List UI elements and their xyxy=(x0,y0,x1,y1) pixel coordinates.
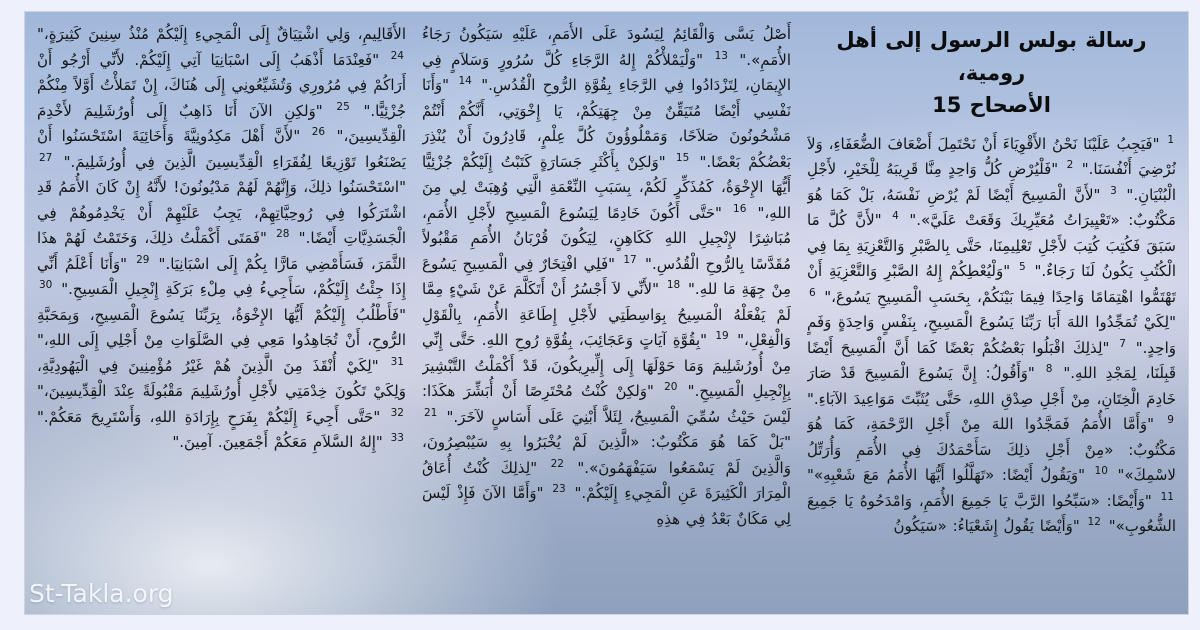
verse-number: 18 xyxy=(666,279,681,291)
verse-text: "وَأَمَّا الأُمَمُ فَمَجَّدُوا اللهَ مِنْ أَجْلِ الرَّحْمَةِ، كَمَا هُوَ مَكْتُوبٌ: «مِنْ أَجْلِ ذلِكَ سَأَحْمَدُكَ فِي الأُمَمِ وَأُرَتِّلُ لاسْمِكَ»" xyxy=(807,415,1176,485)
verse-text: "لأَنَّ أَهْلَ مَكِدُونِيَّةَ وَأَخَائِيَةَ اسْتَحْسَنُوا أَنْ يَصْنَعُوا تَوْزِيعًا لِفُقَرَاءِ الْقِدِّيسِينَ الَّذِينَ فِي أُورُشَلِيمَ." xyxy=(37,127,406,171)
verse-number: 1 xyxy=(1167,133,1174,146)
verse-text: "وَأَيْضًا يَقُولُ إِشَعْيَاءُ: «سَيَكُونُ xyxy=(893,517,1080,536)
verse-number: 17 xyxy=(623,253,637,266)
verse-text: "بِقُوَّةِ آيَاتٍ وَعَجَائِبَ، بِقُوَّةِ رُوحِ اللهِ. حَتَّى إِنِّي مِنْ أُورُشَلِيمَ وَمَا حَوْلَهَا إِلَى إِلِّيرِيكُونَ، قَدْ أَكْمَلْتُ التَّبْشِيرَ بِإِنْجِيلِ الْمَسِيحِ." xyxy=(422,331,791,400)
passage-title xyxy=(807,24,1176,122)
verse-text: "وَلكِنِ الآنَ أَنَا ذَاهِبٌ إِلَى أُورُشَلِيمَ لأَخْدِمَ الْقِدِّيسِينَ،" xyxy=(37,101,406,145)
verse-text: "إِلهُ السَّلاَمِ مَعَكُمْ أَجْمَعِينَ. آمِينَ." xyxy=(172,433,383,451)
verse-text: "فَمَتَى أَكْمَلْتُ ذلِكَ، وَخَتَمْتُ لَهُمْ هذَا الثَّمَرَ، فَسَأَمْضِي مَارًّا بِكُمْ إِلَى اسْبَانِيَا." xyxy=(37,229,406,273)
verse-number: 10 xyxy=(1094,465,1108,478)
verse-number: 13 xyxy=(714,49,728,62)
verse-text: "حَتَّى أَكُونَ خَادِمًا لِيَسُوعَ الْمَسِيحِ لأَجْلِ الأُمَمِ، مُبَاشِرًا لإِنْجِيلِ اللهِ كَكَاهِنٍ، لِيَكُونَ قُرْبَانُ الأُمَمِ مَقْبُولاً مُقَدَّسًا بِالرُّوحِ الْقُدُسِ." xyxy=(422,203,791,273)
verse-number: 7 xyxy=(1119,337,1126,350)
verse-text: "وَأَنَا نَفْسِي أَيْضًا مُتَيَقِّنٌ مِنْ جِهَتِكُمْ، يَا إِخْوَتِي، أَنَّكُمْ أَنْتُمْ مَشْحُونُونَ صَلاَحًا، وَمَمْلُوؤُونَ كُلَّ عِلْمٍ، قَادِرُونَ أَنْ يُنْذِرَ بَعْضُكُمْ بَعْضًا." xyxy=(422,76,791,171)
verse-text: "فَلِي افْتِخَارٌ فِي الْمَسِيحِ يَسُوعَ مِنْ جِهَةِ مَا للهِ." xyxy=(422,254,791,298)
verse-number: 30 xyxy=(39,279,53,291)
verse-number: 12 xyxy=(1087,516,1101,529)
verse-text: "لِكَيْ تُمَجِّدُوا اللهَ أَبَا رَبِّنَا يَسُوعَ الْمَسِيحِ، بِنَفْسٍ وَاحِدَةٍ وَفَمٍ وَاحِدٍ." xyxy=(807,313,1176,357)
verse-text: "وَلكِنْ كُنْتُ مُحْتَرِصًا أَنْ أُبَشِّرَ هكَذَا: لَيْسَ حَيْثُ سُمِّيَ الْمَسِيحُ، لِئَلاَّ أَبْنِيَ عَلَى أَسَاسٍ لآخَرَ." xyxy=(422,382,791,426)
verse-number: 22 xyxy=(550,457,564,470)
verse-number: 25 xyxy=(336,100,350,113)
passage-title-line1: رسالة بولس الرسول إلى أهل رومية، xyxy=(836,28,1147,85)
verse-number: 11 xyxy=(1160,490,1174,503)
verse-text: "وَأَنَا أَعْلَمُ أَنِّي إِذَا جِئْتُ إِلَيْكُمْ، سَأَجِيءُ فِي مِلْءِ بَرَكَةِ إِنْجِيلِ الْمَسِيحِ." xyxy=(37,254,406,298)
verse-number: 26 xyxy=(311,126,326,138)
verse-text: "فَأَطْلُبُ إِلَيْكُمْ أَيُّهَا الإِخْوَةُ، بِرَبِّنَا يَسُوعَ الْمَسِيحِ، وَبِمَحَبَّةِ الرُّوحِ، أَنْ تُجَاهِدُوا مَعِي فِي الصَّلَوَاتِ مِنْ أَجْلِي إِلَى اللهِ،" xyxy=(37,305,406,349)
verse-number: 16 xyxy=(733,202,747,215)
verse-text: "فَعِنْدَمَا أَذْهَبُ إِلَى اسْبَانِيَا آتِي إِلَيْكُمْ. لأَنِّي أَرْجُو أَنْ أَرَاكُمْ فِي مُرُورِي وَتُشَيِّعُونِي إِلَى هُنَاكَ، إِنْ تَمَلأْتُ أَوَّلاً مِنْكُمْ جُزْئِيًّا." xyxy=(37,50,406,120)
verse-number: 14 xyxy=(458,75,472,87)
verse-text: "لأَنَّ كُلَّ مَا سَبَقَ فَكُتِبَ كُتِبَ لأَجْلِ تَعْلِيمِنَا، حَتَّى بِالصَّبْرِ وَالتَّعْزِيَةِ بِمَا فِي الْكُتُبِ يَكُونُ لَنَا رَجَاءٌ." xyxy=(807,211,1176,281)
verse-number: 29 xyxy=(136,253,150,266)
verse-number: 23 xyxy=(552,483,566,495)
verse-text: الأَقَالِيمِ، وَلِي اشْتِيَاقٌ إِلَى الْمَجِيءِ إِلَيْكُمْ مُنْذُ سِنِينَ كَثِيرَةٍ،" xyxy=(37,25,406,43)
verses-column-left xyxy=(37,25,406,451)
verse-text: "اسْتَحْسَنُوا ذلِكَ، وَإِنَّهُمْ لَهُمْ مَدْيُونُونَ! لأَنَّهُ إِنْ كَانَ الأُمَمُ قَدِ اشْتَرَكُوا فِي رُوحِيَّاتِهِمْ، يَجِبُ عَلَيْهِمْ أَنْ يَخْدِمُوهُمْ فِي الْجَسَدِيَّاتِ أَيْضًا." xyxy=(37,178,406,247)
verse-text: "لأَنِّي لاَ أَجْسُرُ أَنْ أَتَكَلَّمَ عَنْ شَيْءٍ مِمَّا لَمْ يَفْعَلْهُ الْمَسِيحُ بِوَاسِطَتِي لأَجْلِ إِطَاعَةِ الأُمَمِ، بِالْقَوْلِ وَالْفِعْلِ،" xyxy=(422,280,791,349)
verse-number: 9 xyxy=(1167,414,1174,427)
passage-title-line2: الأصحاح 15 xyxy=(932,93,1051,118)
verse-number: 3 xyxy=(1110,184,1117,197)
verse-text: "لِذلِكَ اقْبَلُوا بَعْضُكُمْ بَعْضًا كَمَا أَنَّ الْمَسِيحَ أَيْضًا قَبِلَنَا، لِمَجْدِ اللهِ." xyxy=(807,338,1176,383)
sky-clouds-background xyxy=(25,12,1188,614)
verse-text: "وَلكِنْ بِأَكْثَرِ جَسَارَةٍ كَتَبْتُ إِلَيْكُمْ جُزْئِيًّا أَيُّهَا الإِخْوَةُ، كَمُذَكِّرٍ لَكُمْ، بِسَبَبِ النِّعْمَةِ الَّتِي وُهِبَتْ لِي مِنَ اللهِ،" xyxy=(422,152,791,222)
verses-column-middle xyxy=(422,25,791,528)
verse-text: "لِكَيْ أُنْقَذَ مِنَ الَّذِينَ هُمْ غَيْرُ مُؤْمِنِينَ فِي الْيَهُودِيَّةِ، وَلِكَيْ تَكُونَ خِدْمَتِي لأَجْلِ أُورُشَلِيمَ مَقْبُولَةً عِنْدَ الْقِدِّيسِينَ،" xyxy=(37,356,406,400)
verse-text: "وَلْيَمْلأْكُمْ إِلهُ الرَّجَاءِ كُلَّ سُرُورٍ وَسَلاَمٍ فِي الإِيمَانِ، لِتَزْدَادُوا فِي الرَّجَاءِ بِقُوَّةِ الرُّوحِ الْقُدُسِ." xyxy=(422,50,791,94)
verse-text: "لأَنَّ الْمَسِيحَ أَيْضًا لَمْ يُرْضِ نَفْسَهُ، بَلْ كَمَا هُوَ مَكْتُوبٌ: «تَعْيِيرَاتُ مُعَيِّرِيكَ وَقَعَتْ عَلَيَّ»." xyxy=(807,185,1176,230)
verse-number: 19 xyxy=(715,330,729,342)
verse-number: 33 xyxy=(390,432,404,444)
verse-number: 8 xyxy=(1045,363,1053,376)
verse-text: أَصْلُ يَسَّى وَالْقَائِمُ لِيَسُودَ عَلَى الأُمَمِ، عَلَيْهِ سَيَكُونُ رَجَاءُ الأُمَمِ»." xyxy=(422,25,791,69)
verse-number: 24 xyxy=(390,49,404,62)
verse-number: 28 xyxy=(276,228,290,240)
verse-text: "وَأَيْضًا: «سَبِّحُوا الرَّبَّ يَا جَمِيعَ الأُمَمِ، وَامْدَحُوهُ يَا جَمِيعَ الشُّعُوبِ»" xyxy=(807,491,1176,536)
verse-text: "وَأَقُولُ: إِنَّ يَسُوعَ الْمَسِيحَ قَدْ صَارَ خَادِمَ الْخِتَانِ، مِنْ أَجْلِ صِدْقِ اللهِ، حَتَّى يُثَبِّتَ مَوَاعِيدَ الآبَاءِ." xyxy=(807,364,1176,408)
verse-number: 5 xyxy=(1018,261,1026,274)
verse-text: "فَلْيُرْضِ كُلُّ وَاحِدٍ مِنَّا قَرِيبَهُ لِلْخَيْرِ، لأَجْلِ الْبُنْيَانِ." xyxy=(807,160,1176,204)
verse-text: "وَلْيُعْطِكُمْ إِلهُ الصَّبْرِ وَالتَّعْزِيَةِ أَنْ تَهْتَمُّوا اهْتِمَامًا وَاحِدًا فِيمَا بَيْنَكُمْ، بِحَسَبِ الْمَسِيحِ يَسُوعَ،" xyxy=(807,262,1176,306)
verse-text: "وَأَمَّا الآنَ فَإِذْ لَيْسَ لِي مَكَانٌ بَعْدُ فِي هذِهِ xyxy=(422,484,791,528)
verse-number: 15 xyxy=(675,151,690,164)
column-middle xyxy=(422,22,791,600)
verse-number: 2 xyxy=(1066,159,1074,172)
verse-number: 31 xyxy=(390,355,404,368)
verse-text: "لِذلِكَ كُنْتُ أُعَاقُ الْمِرَارَ الْكَثِيرَةَ عَنِ الْمَجِيءِ إِلَيْكُمْ." xyxy=(422,458,791,502)
verse-number: 6 xyxy=(809,286,816,299)
verse-number: 32 xyxy=(390,406,404,419)
verse-number: 21 xyxy=(424,406,438,419)
verse-number: 4 xyxy=(892,210,899,223)
scripture-text-area xyxy=(25,12,1188,614)
watermark-text: St-Takla.org xyxy=(29,579,174,608)
verse-text: "فَيَجِبُ عَلَيْنَا نَحْنُ الأَقْوِيَاءَ أَنْ نَحْتَمِلَ أَضْعَافَ الضُّعَفَاءِ، وَلاَ نُرْضِيَ أَنْفُسَنَا." xyxy=(807,134,1176,179)
verse-text: "وَيَقُولُ أَيْضًا: «تَهَلَّلُوا أَيُّهَا الأُمَمُ مَعَ شَعْبِهِ»" xyxy=(807,466,1085,485)
verse-text: "بَلْ كَمَا هُوَ مَكْتُوبٌ: «الَّذِينَ لَمْ يُخْبَرُوا بِهِ سَيُبْصِرُونَ، وَالَّذِينَ لَمْ يَسْمَعُوا سَيَفْهَمُونَ»." xyxy=(422,433,791,477)
verse-text: "حَتَّى أَجِيءَ إِلَيْكُمْ بِفَرَحٍ بِإِرَادَةِ اللهِ، وَأَسْتَرِيحَ مَعَكُمْ." xyxy=(37,407,381,426)
column-left xyxy=(37,22,406,600)
verses-column-right xyxy=(807,135,1176,536)
column-right xyxy=(807,22,1176,600)
verse-number: 20 xyxy=(664,381,678,393)
verse-number: 27 xyxy=(39,151,53,164)
